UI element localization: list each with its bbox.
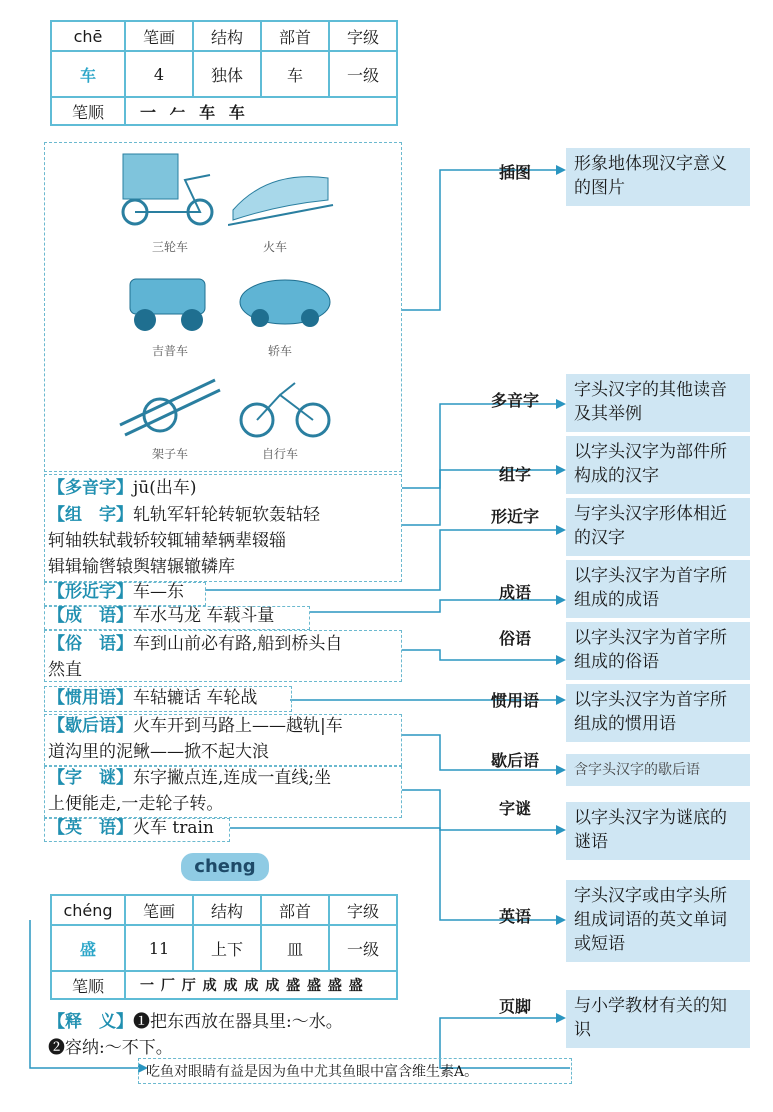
car-icon (235, 268, 335, 333)
annot-desc-xingjin: 与字头汉字形体相近的汉字 (566, 498, 750, 556)
head-character: 盛 (51, 925, 125, 971)
stroke-order: 一 𠂉 车 车 (125, 97, 397, 125)
caption-jeep: 吉普车 (151, 344, 188, 358)
annot-label-suyu: 俗语 (498, 629, 531, 648)
zuzi-line-3: 辑辑输辔辕舆辖辗辙辚库 (48, 557, 235, 577)
header-radical: 部首 (261, 895, 329, 925)
train-icon (228, 160, 338, 230)
xiehou-line-2: 道沟里的泥鳅——掀不起大浪 (48, 742, 269, 762)
header-structure: 结构 (193, 895, 261, 925)
annot-label-footer: 页脚 (498, 997, 531, 1016)
annot-label-guanyong: 惯用语 (490, 691, 539, 710)
xiehou-line-1: 【歇后语】火车开到马路上——越轨|车 (48, 716, 343, 736)
shiyi-line-2: ❷容纳:～不下。 (48, 1038, 173, 1058)
suyu-line-1: 【俗 语】车到山前必有路,船到桥头自 (48, 634, 343, 654)
annot-desc-zuzi: 以字头汉字为部件所构成的汉字 (566, 436, 750, 494)
pinyin: chē (51, 21, 125, 51)
chengyu-line: 【成 语】车水马龙 车载斗量 (48, 606, 275, 626)
header-strokes: 笔画 (125, 21, 193, 51)
guanyong-line: 【惯用语】车轱辘话 车轮战 (48, 688, 258, 708)
caption-car: 轿车 (267, 344, 292, 358)
caption-cart: 架子车 (151, 447, 188, 461)
annot-desc-polyphone: 字头汉字的其他读音及其举例 (566, 374, 750, 432)
value-strokes: 4 (125, 51, 193, 97)
annot-desc-zimi: 以字头汉字为谜底的谜语 (566, 802, 750, 860)
annot-label-chengyu: 成语 (498, 583, 531, 602)
suyu-line-2: 然直 (48, 660, 82, 680)
header-radical: 部首 (261, 21, 329, 51)
annot-label-xingjin: 形近字 (490, 507, 539, 526)
caption-tricycle: 三轮车 (151, 240, 188, 254)
value-structure: 独体 (193, 51, 261, 97)
entry-cheng-table (50, 894, 398, 1000)
annot-desc-suyu: 以字头汉字为首字所组成的俗语 (566, 622, 750, 680)
stroke-order-label: 笔顺 (51, 971, 125, 999)
zuzi-line-1: 【组 字】轧轨军轩轮转轭软轰轱轻 (48, 505, 320, 525)
zimi-line-2: 上便能走,一走轮子转。 (48, 794, 224, 814)
stroke-order-label: 笔顺 (51, 97, 125, 125)
annot-desc-english: 字头汉字或由字头所组成词语的英文单词或短语 (566, 880, 750, 962)
head-character: 车 (51, 51, 125, 97)
annot-label-english: 英语 (498, 907, 531, 926)
annot-label-illustration: 插图 (498, 163, 531, 182)
annot-label-xiehou: 歇后语 (490, 751, 539, 770)
pinyin-section-pill: cheng (181, 853, 269, 881)
annot-desc-xiehou: 含字头汉字的歇后语 (566, 754, 750, 786)
bicycle-icon (235, 375, 335, 440)
value-radical: 车 (261, 51, 329, 97)
value-structure: 上下 (193, 925, 261, 971)
annot-label-zuzi: 组字 (498, 465, 531, 484)
caption-train: 火车 (262, 240, 287, 254)
annot-label-zimi: 字谜 (498, 799, 531, 818)
annot-desc-footer: 与小学教材有关的知识 (566, 990, 750, 1048)
stroke-order: 一 厂 厅 成 成 成 成 盛 盛 盛 盛 (125, 971, 397, 999)
cart-icon (115, 370, 225, 440)
value-level: 一级 (329, 51, 397, 97)
value-level: 一级 (329, 925, 397, 971)
annot-desc-guanyong: 以字头汉字为首字所组成的惯用语 (566, 684, 750, 742)
header-level: 字级 (329, 895, 397, 925)
entry-che-table (50, 20, 398, 126)
jeep-icon (120, 265, 220, 335)
shiyi-line-1: 【释 义】❶把东西放在器具里:～水。 (48, 1012, 343, 1032)
pinyin: chéng (51, 895, 125, 925)
tricycle-icon (115, 150, 225, 230)
value-strokes: 11 (125, 925, 193, 971)
annot-label-polyphone: 多音字 (490, 391, 539, 410)
header-level: 字级 (329, 21, 397, 51)
header-strokes: 笔画 (125, 895, 193, 925)
zimi-line-1: 【字 谜】东字撇点连,连成一直线;坐 (48, 768, 332, 788)
annot-desc-illustration: 形象地体现汉字意义的图片 (566, 148, 750, 206)
annot-desc-chengyu: 以字头汉字为首字所组成的成语 (566, 560, 750, 618)
zuzi-line-2: 轲轴轶轼载轿较辄辅辇辆辈辍辎 (48, 531, 286, 551)
english-line: 【英 语】火车 train (48, 818, 214, 838)
xingjin-line: 【形近字】车—东 (48, 582, 184, 602)
caption-bicycle: 自行车 (261, 447, 298, 461)
header-structure: 结构 (193, 21, 261, 51)
footer-note: 吃鱼对眼睛有益是因为鱼中尤其鱼眼中富含维生素A。 (146, 1064, 479, 1080)
duoyin-line: 【多音字】jū(出车) (48, 478, 197, 498)
value-radical: 皿 (261, 925, 329, 971)
